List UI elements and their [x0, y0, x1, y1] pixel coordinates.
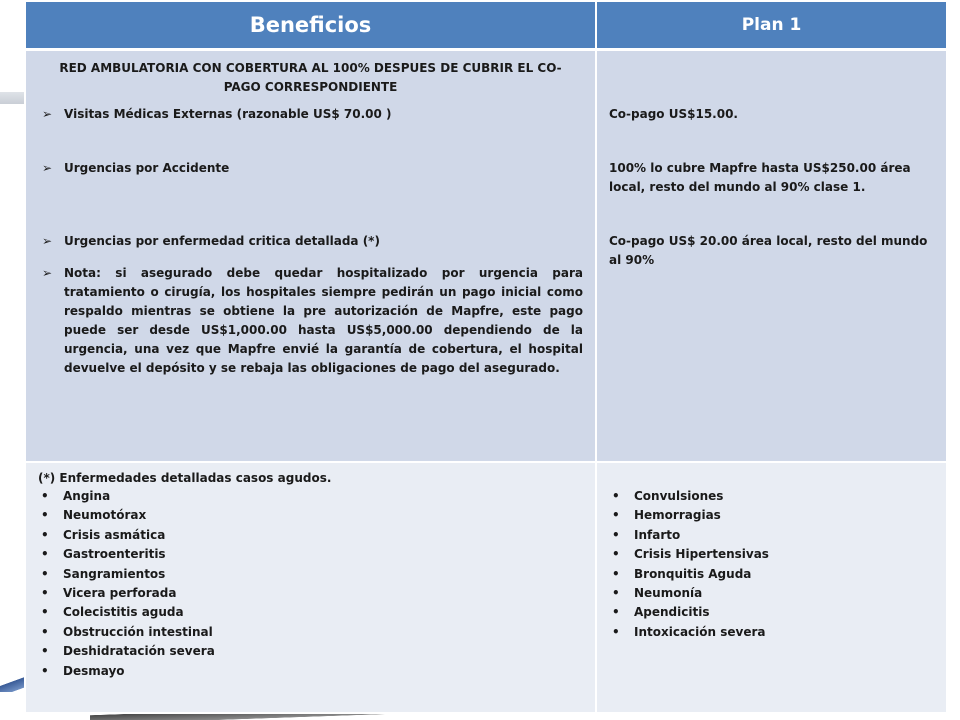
disease-name: Hemorragias — [634, 508, 721, 523]
disease-list-item — [38, 662, 583, 681]
disease-list-item — [38, 623, 583, 642]
disease-list-item — [609, 584, 934, 603]
ambulatory-row — [25, 50, 947, 463]
disease-list-item — [609, 487, 934, 506]
disease-name: Convulsiones — [634, 489, 724, 503]
benefit-item — [38, 232, 583, 251]
disease-list-item — [609, 603, 934, 622]
arrow-bullet-icon: ➢ — [42, 107, 53, 121]
arrow-bullet-icon: ➢ — [42, 234, 53, 248]
disease-name: Desmayo — [63, 663, 125, 678]
plan-values-cell — [596, 50, 947, 463]
bullet-icon: • — [41, 644, 49, 659]
disease-list-item — [38, 565, 583, 584]
disease-name: Vicera perforada — [63, 586, 177, 601]
disease-name: Colecistitis aguda — [63, 605, 184, 620]
disease-list-item — [609, 623, 934, 642]
diseases-title: (*) Enfermedades detalladas casos agudos. — [38, 471, 332, 485]
disease-name: Intoxicación severa — [634, 624, 766, 639]
bullet-icon: • — [41, 489, 49, 503]
benefit-item-text: Urgencias por enfermedad critica detallada (*) — [64, 234, 380, 248]
bullet-icon: • — [41, 605, 49, 620]
disease-name: Apendicitis — [634, 605, 710, 620]
disease-list-item — [609, 506, 934, 525]
decorative-logo-fragment — [946, 86, 960, 106]
plan-value-accidente: 100% lo cubre Mapfre hasta US$250.00 área local, resto del mundo al 90% clase 1. — [609, 161, 911, 194]
header-beneficios: Beneficios — [25, 1, 596, 50]
bullet-icon: • — [612, 586, 620, 601]
disease-name: Gastroenteritis — [63, 547, 166, 562]
bullet-icon: • — [612, 566, 620, 581]
header-plan-1: Plan 1 — [596, 1, 947, 50]
benefit-item-text: Urgencias por Accidente — [64, 161, 230, 175]
diseases-left-cell — [25, 462, 596, 713]
disease-list-item — [609, 565, 934, 584]
disease-name: Bronquitis Aguda — [634, 566, 752, 581]
benefit-item — [38, 159, 583, 178]
disease-name: Angina — [63, 489, 111, 503]
bullet-icon: • — [612, 489, 620, 503]
benefits-cell — [25, 50, 596, 463]
disease-list-item — [38, 584, 583, 603]
bullet-icon: • — [41, 586, 49, 601]
disease-list-item — [38, 506, 583, 525]
bullet-icon: • — [41, 547, 49, 562]
bullet-icon: • — [612, 547, 620, 562]
disease-list-item — [38, 642, 583, 661]
bullet-icon: • — [612, 624, 620, 639]
section-intro: RED AMBULATORIA CON COBERTURA AL 100% DESPUES DE CUBRIR EL CO-PAGO CORRESPONDIENTE — [59, 61, 562, 94]
disease-list-item — [38, 487, 583, 506]
bullet-icon: • — [612, 527, 620, 542]
benefit-item — [38, 105, 583, 124]
disease-name: Obstrucción intestinal — [63, 624, 213, 639]
diseases-list-right — [609, 487, 934, 642]
disease-name: Neumotórax — [63, 508, 147, 523]
plan-value-visitas: Co-pago US$15.00. — [609, 107, 738, 121]
disease-list-item — [38, 545, 583, 564]
diseases-right-cell — [596, 462, 947, 713]
arrow-bullet-icon: ➢ — [42, 266, 53, 280]
bullet-icon: • — [612, 508, 620, 523]
disease-list-item — [38, 603, 583, 622]
disease-name: Crisis Hipertensivas — [634, 547, 769, 562]
disease-name: Sangramientos — [63, 566, 166, 581]
bullet-icon: • — [41, 508, 49, 523]
bullet-icon: • — [41, 566, 49, 581]
benefit-item-text: Visitas Médicas Externas (razonable US$ 70.00 ) — [64, 107, 392, 121]
disease-name: Neumonía — [634, 586, 703, 601]
arrow-bullet-icon: ➢ — [42, 161, 53, 175]
diseases-list-left — [38, 487, 583, 681]
disease-name: Infarto — [634, 527, 681, 542]
disease-list-item — [609, 526, 934, 545]
benefit-note-text: Nota: si asegurado debe quedar hospitalizado por urgencia para tratamiento o cirugía, los hospitales siempre pedirán un pago inicial como respaldo mientras se obtiene la pre autorización de Mapfre, este pago puede ser desde US$1,000.00 hasta US$5,000.00 dependiendo de la urgencia, una vez que Mapfre envié la garantía de cobertura, el hospital devuelve el depósito y se rebaja las obligaciones de pago del asegurado. — [64, 266, 583, 375]
disease-list-item — [609, 545, 934, 564]
disease-name: Deshidratación severa — [63, 644, 215, 659]
plan-value-enfermedad: Co-pago US$ 20.00 área local, resto del mundo al 90% — [609, 234, 928, 267]
header-row — [25, 1, 947, 50]
benefit-note — [38, 264, 583, 378]
disease-list-item — [38, 526, 583, 545]
disease-name: Crisis asmática — [63, 527, 166, 542]
benefits-table — [24, 0, 948, 714]
bullet-icon: • — [41, 663, 49, 678]
bullet-icon: • — [41, 527, 49, 542]
bullet-icon: • — [41, 624, 49, 639]
diseases-row — [25, 462, 947, 713]
bullet-icon: • — [612, 605, 620, 620]
